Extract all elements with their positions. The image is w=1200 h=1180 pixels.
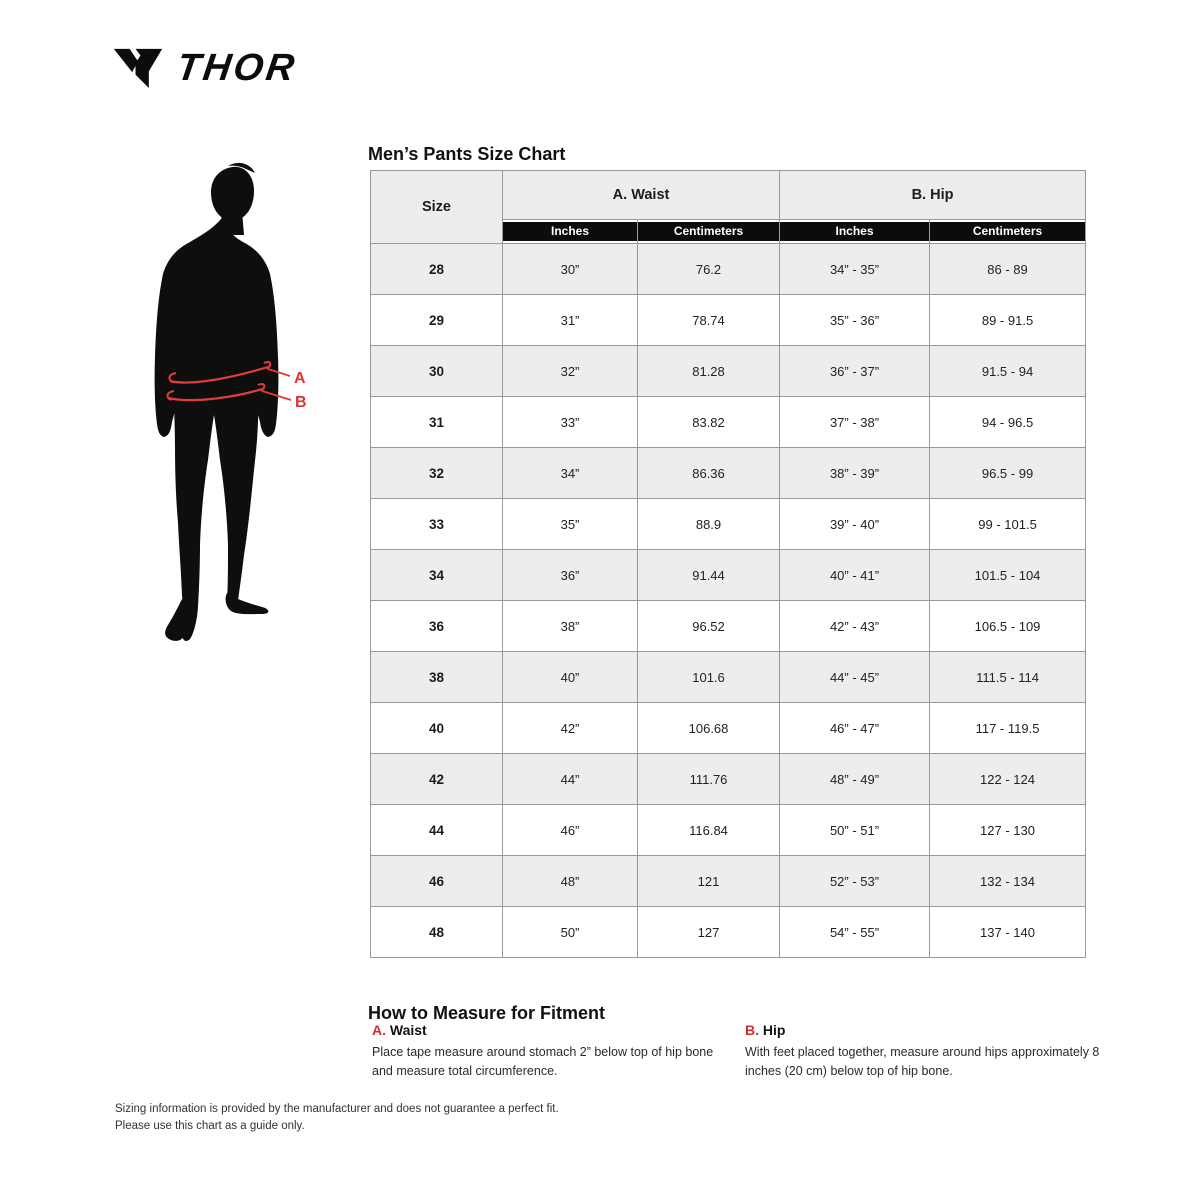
- waist-centimeters-cell: 101.6: [638, 652, 780, 703]
- size-column-header: Size: [371, 171, 503, 244]
- hip-inches-cell: 48” - 49”: [780, 754, 930, 805]
- hip-centimeters-cell: 106.5 - 109: [930, 601, 1086, 652]
- waist-group-header: A. Waist: [503, 171, 780, 220]
- how-to-measure-title: How to Measure for Fitment: [368, 1002, 606, 1023]
- waist-inches-cell: 33”: [503, 397, 638, 448]
- hip-inches-cell: 50” - 51”: [780, 805, 930, 856]
- waist-centimeters-header: Centimeters: [638, 220, 780, 244]
- size-cell: 38: [371, 652, 503, 703]
- waist-inches-cell: 36”: [503, 550, 638, 601]
- size-chart-table: [370, 170, 1086, 958]
- size-cell: 31: [371, 397, 503, 448]
- size-cell: 30: [371, 346, 503, 397]
- body-silhouette-icon: [140, 155, 360, 675]
- table-row: [371, 805, 1086, 856]
- table-row: [371, 448, 1086, 499]
- waist-inches-cell: 34”: [503, 448, 638, 499]
- measure-hip-key: B.: [745, 1022, 759, 1038]
- hip-inches-cell: 52” - 53”: [780, 856, 930, 907]
- hip-inches-cell: 35” - 36”: [780, 295, 930, 346]
- hip-label-b: B: [295, 394, 307, 411]
- measure-waist-heading: [372, 1022, 732, 1038]
- size-cell: 36: [371, 601, 503, 652]
- measure-item-hip: [745, 1022, 1100, 1081]
- table-row: [371, 550, 1086, 601]
- table-row: [371, 856, 1086, 907]
- hip-inches-cell: 40” - 41”: [780, 550, 930, 601]
- hip-inches-cell: 38” - 39”: [780, 448, 930, 499]
- size-cell: 29: [371, 295, 503, 346]
- waist-inches-cell: 40”: [503, 652, 638, 703]
- waist-centimeters-cell: 78.74: [638, 295, 780, 346]
- waist-inches-cell: 50”: [503, 907, 638, 958]
- waist-centimeters-cell: 88.9: [638, 499, 780, 550]
- table-row: [371, 703, 1086, 754]
- group-header-row: [371, 171, 1086, 220]
- waist-centimeters-cell: 86.36: [638, 448, 780, 499]
- size-cell: 42: [371, 754, 503, 805]
- table-row: [371, 907, 1086, 958]
- hip-inches-header: Inches: [780, 220, 930, 244]
- measure-hip-name: Hip: [762, 1022, 786, 1038]
- disclaimer-text: [115, 1101, 559, 1136]
- hip-centimeters-cell: 94 - 96.5: [930, 397, 1086, 448]
- table-row: [371, 754, 1086, 805]
- waist-centimeters-cell: 116.84: [638, 805, 780, 856]
- waist-inches-cell: 35”: [503, 499, 638, 550]
- waist-inches-cell: 32”: [503, 346, 638, 397]
- hip-inches-cell: 54” - 55”: [780, 907, 930, 958]
- table-row: [371, 601, 1086, 652]
- hip-centimeters-cell: 99 - 101.5: [930, 499, 1086, 550]
- waist-inches-cell: 44”: [503, 754, 638, 805]
- mens-body-diagram: [140, 155, 360, 675]
- waist-inches-cell: 46”: [503, 805, 638, 856]
- hip-centimeters-cell: 137 - 140: [930, 907, 1086, 958]
- table-row: [371, 652, 1086, 703]
- waist-centimeters-cell: 111.76: [638, 754, 780, 805]
- size-cell: 46: [371, 856, 503, 907]
- waist-inches-cell: 31”: [503, 295, 638, 346]
- hip-centimeters-cell: 127 - 130: [930, 805, 1086, 856]
- hip-centimeters-cell: 89 - 91.5: [930, 295, 1086, 346]
- brand-name: THOR: [174, 46, 300, 89]
- measure-hip-text: With feet placed together, measure around hips approximately 8 inches (20 cm) below top of hip bone.: [745, 1045, 1100, 1078]
- table-row: [371, 397, 1086, 448]
- size-cell: 33: [371, 499, 503, 550]
- thor-wings-icon: [113, 42, 163, 94]
- hip-centimeters-cell: 86 - 89: [930, 244, 1086, 295]
- disclaimer-line-1: Sizing information is provided by the manufacturer and does not guarantee a perfect fit.: [115, 1103, 559, 1115]
- waist-centimeters-cell: 106.68: [638, 703, 780, 754]
- waist-inches-cell: 48”: [503, 856, 638, 907]
- hip-inches-cell: 42” - 43”: [780, 601, 930, 652]
- waist-inches-cell: 30”: [503, 244, 638, 295]
- waist-inches-header: Inches: [503, 220, 638, 244]
- waist-centimeters-cell: 81.28: [638, 346, 780, 397]
- measure-waist-text: Place tape measure around stomach 2” below top of hip bone and measure total circumference.: [372, 1045, 714, 1078]
- hip-centimeters-header: Centimeters: [930, 220, 1086, 244]
- chart-title: Men’s Pants Size Chart: [368, 144, 566, 165]
- waist-centimeters-cell: 127: [638, 907, 780, 958]
- hip-centimeters-cell: 96.5 - 99: [930, 448, 1086, 499]
- hip-inches-cell: 44” - 45”: [780, 652, 930, 703]
- waist-inches-cell: 42”: [503, 703, 638, 754]
- hip-centimeters-cell: 132 - 134: [930, 856, 1086, 907]
- hip-inches-cell: 37” - 38”: [780, 397, 930, 448]
- waist-centimeters-cell: 83.82: [638, 397, 780, 448]
- measure-waist-key: A.: [372, 1022, 386, 1038]
- hip-inches-cell: 34” - 35”: [780, 244, 930, 295]
- waist-centimeters-cell: 121: [638, 856, 780, 907]
- disclaimer-line-2: Please use this chart as a guide only.: [115, 1120, 305, 1133]
- hip-inches-cell: 39” - 40”: [780, 499, 930, 550]
- waist-inches-cell: 38”: [503, 601, 638, 652]
- hip-group-header: B. Hip: [780, 171, 1086, 220]
- measure-waist-name: Waist: [389, 1022, 427, 1038]
- table-row: [371, 499, 1086, 550]
- size-cell: 34: [371, 550, 503, 601]
- hip-centimeters-cell: 122 - 124: [930, 754, 1086, 805]
- hip-inches-cell: 36” - 37”: [780, 346, 930, 397]
- size-table-body: [371, 244, 1086, 958]
- size-cell: 40: [371, 703, 503, 754]
- waist-centimeters-cell: 96.52: [638, 601, 780, 652]
- hip-centimeters-cell: 101.5 - 104: [930, 550, 1086, 601]
- waist-label-a: A: [294, 370, 306, 387]
- table-row: [371, 244, 1086, 295]
- table-row: [371, 295, 1086, 346]
- hip-centimeters-cell: 117 - 119.5: [930, 703, 1086, 754]
- hip-inches-cell: 46” - 47”: [780, 703, 930, 754]
- size-cell: 48: [371, 907, 503, 958]
- hip-centimeters-cell: 111.5 - 114: [930, 652, 1086, 703]
- hip-centimeters-cell: 91.5 - 94: [930, 346, 1086, 397]
- brand-logo: [113, 42, 300, 94]
- measure-hip-heading: [745, 1022, 1100, 1038]
- waist-centimeters-cell: 91.44: [638, 550, 780, 601]
- table-row: [371, 346, 1086, 397]
- size-cell: 32: [371, 448, 503, 499]
- waist-centimeters-cell: 76.2: [638, 244, 780, 295]
- size-cell: 44: [371, 805, 503, 856]
- measure-item-waist: [372, 1022, 732, 1081]
- size-cell: 28: [371, 244, 503, 295]
